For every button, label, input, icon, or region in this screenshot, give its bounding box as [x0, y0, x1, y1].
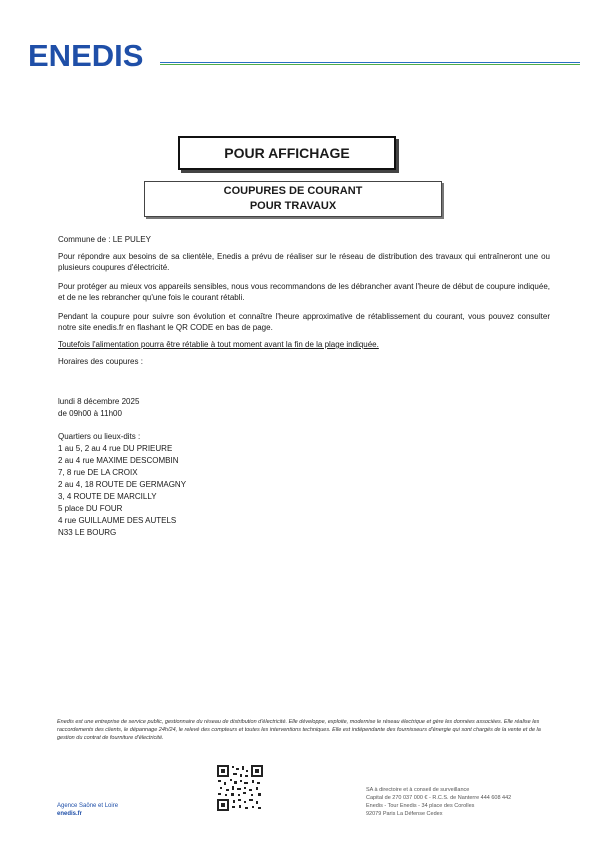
location-item: 1 au 5, 2 au 4 rue DU PRIEURE [58, 444, 173, 453]
header-divider-accent [160, 64, 580, 65]
paragraph-besoins: Pour répondre aux besoins de sa clientèle, Enedis a prévu de réaliser sur le réseau de distribution des travaux qui entraîneront une ou plusieurs coupures d'électricité. [58, 252, 550, 272]
company-info-line: Capital de 270 037 000 € - R.C.S. de Nanterre 444 608 442 [366, 795, 512, 801]
warning-line: Toutefois l'alimentation pourra être rétablie à tout moment avant la fin de la plage indiquée. [58, 340, 379, 349]
location-item: 3, 4 ROUTE DE MARCILLY [58, 492, 157, 501]
quartiers-label: Quartiers ou lieux-dits : [58, 432, 141, 441]
location-item: 4 rue GUILLAUME DES AUTELS [58, 516, 177, 525]
company-info-line: 92079 Paris La Défense Cedex [366, 811, 443, 817]
pour-affichage-box [178, 136, 396, 170]
company-info [366, 786, 511, 818]
coupures-title-line1: COUPURES DE COURANT [223, 185, 363, 197]
header-divider [160, 62, 580, 63]
company-info-line: Enedis - Tour Enedis - 34 place des Corolles [366, 803, 475, 809]
location-item: 5 place DU FOUR [58, 504, 123, 513]
coupures-title-box [144, 181, 442, 217]
notice-body [58, 234, 550, 538]
legal-notice: Enedis est une entreprise de service public, gestionnaire du réseau de distribution d'électricité. Elle développe, exploite, modernise le réseau électrique et gère les données associées. Elle réalise les raccordements des clients, le dépannage 24h/24, le relevé des compteurs et toutes les interventions techniques. Elle est indépendante des fournisseurs d'énergie qui sont chargés de la vente et de la gestion du contrat de fourniture d'électricité. [57, 719, 541, 741]
commune-line: Commune de : LE PULEY [58, 235, 151, 244]
location-item: N33 LE BOURG [58, 528, 117, 537]
agence-line: Agence Saône et Loire [57, 803, 119, 809]
agence-block [57, 802, 118, 818]
location-item: 7, 8 rue DE LA CROIX [58, 468, 138, 477]
coupure-date: lundi 8 décembre 2025 [58, 397, 140, 406]
pour-affichage-label: POUR AFFICHAGE [224, 145, 350, 161]
company-info-line: SA à directoire et à conseil de surveillance [366, 787, 470, 793]
enedis-logo: ENEDIS [28, 38, 144, 73]
qr-code-image[interactable] [216, 764, 264, 812]
coupures-title-line2: POUR TRAVAUX [249, 200, 337, 212]
paragraph-protection: Pour protéger au mieux vos appareils sensibles, nous vous recommandons de les débrancher avant l'heure de début de coupure indiquée, et de ne les rebrancher qu'une fois le courant rétabli. [58, 282, 550, 302]
paragraph-suivi: Pendant la coupure pour suivre son évolution et connaître l'heure approximative de rétablissement du courant, vous pouvez consulter notre site enedis.fr en flashant le QR CODE en bas de page. [58, 312, 550, 332]
location-item: 2 au 4, 18 ROUTE DE GERMAGNY [58, 480, 187, 489]
horaires-label: Horaires des coupures : [58, 357, 143, 366]
location-item: 2 au 4 rue MAXIME DESCOMBIN [58, 456, 179, 465]
coupure-time: de 09h00 à 11h00 [58, 409, 122, 418]
site-link[interactable]: enedis.fr [57, 811, 83, 817]
